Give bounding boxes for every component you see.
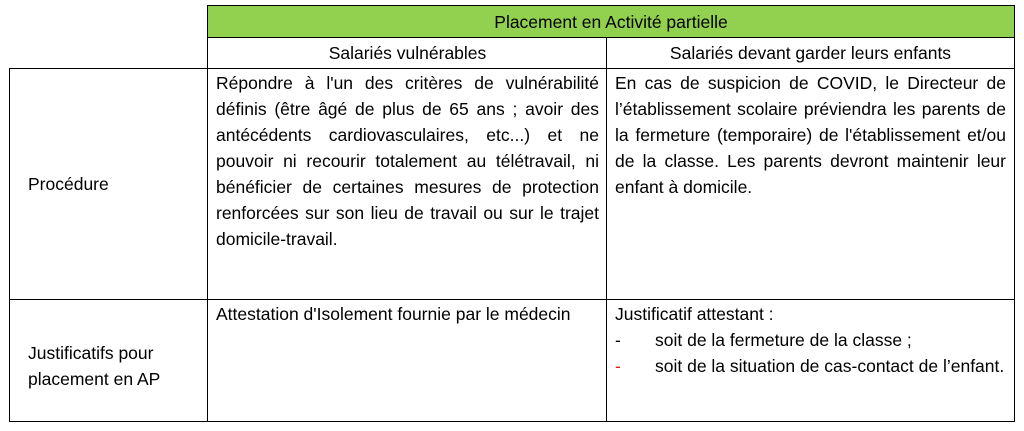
justificatif-parents-cell — [607, 301, 1014, 421]
column-header-parents: Salariés devant garder leurs enfants — [669, 43, 952, 63]
border-line — [1014, 5, 1015, 422]
procedure-parents-text: En cas de suspicion de COVID, le Directeur de l’établissement scolaire préviendra les parents de la fermeture (temporaire) de l'établissement et/ou de la classe. Les parents devront maintenir leur enfant à domicile. — [615, 73, 1006, 197]
border-line — [606, 37, 607, 422]
column-header-vulnerable: Salariés vulnérables — [328, 43, 487, 63]
list-item — [615, 327, 1006, 353]
row-label-justificatifs — [10, 299, 208, 421]
border-line — [207, 37, 1015, 38]
list-item — [615, 353, 1006, 379]
dash-marker: - — [615, 356, 621, 376]
border-line — [9, 421, 1015, 422]
procedure-vulnerable-text: Répondre à l'un des critères de vulnérabilité définis (être âgé de plus de 65 ans ; avoir des antécédents cardiovasculaires, etc...) et ne pouvoir ni recourir totalement au télétravail, ni bénéficier de certaines mesures de protection renforcées sur son lieu de travail ou sur le trajet domicile-travail. — [216, 73, 599, 249]
row-label-procedure: Procédure — [28, 173, 109, 194]
justificatif-intro: Justificatif attestant : — [615, 304, 774, 324]
border-line — [207, 5, 1015, 6]
dash-marker: - — [615, 330, 621, 350]
table-title: Placement en Activité partielle — [208, 6, 1014, 38]
row-label-line: Justificatifs pour — [28, 343, 154, 363]
justificatif-list — [615, 327, 1006, 379]
list-item-text: soit de la fermeture de la classe ; — [655, 330, 912, 350]
justificatif-vulnerable-text: Attestation d'Isolement fournie par le médecin — [216, 304, 571, 324]
list-item-text: soit de la situation de cas-contact de l’enfant. — [655, 356, 1005, 376]
border-line — [207, 5, 208, 422]
border-line — [9, 299, 1015, 300]
border-line — [9, 68, 1015, 69]
row-label-line: placement en AP — [28, 369, 161, 389]
border-line — [9, 68, 10, 422]
